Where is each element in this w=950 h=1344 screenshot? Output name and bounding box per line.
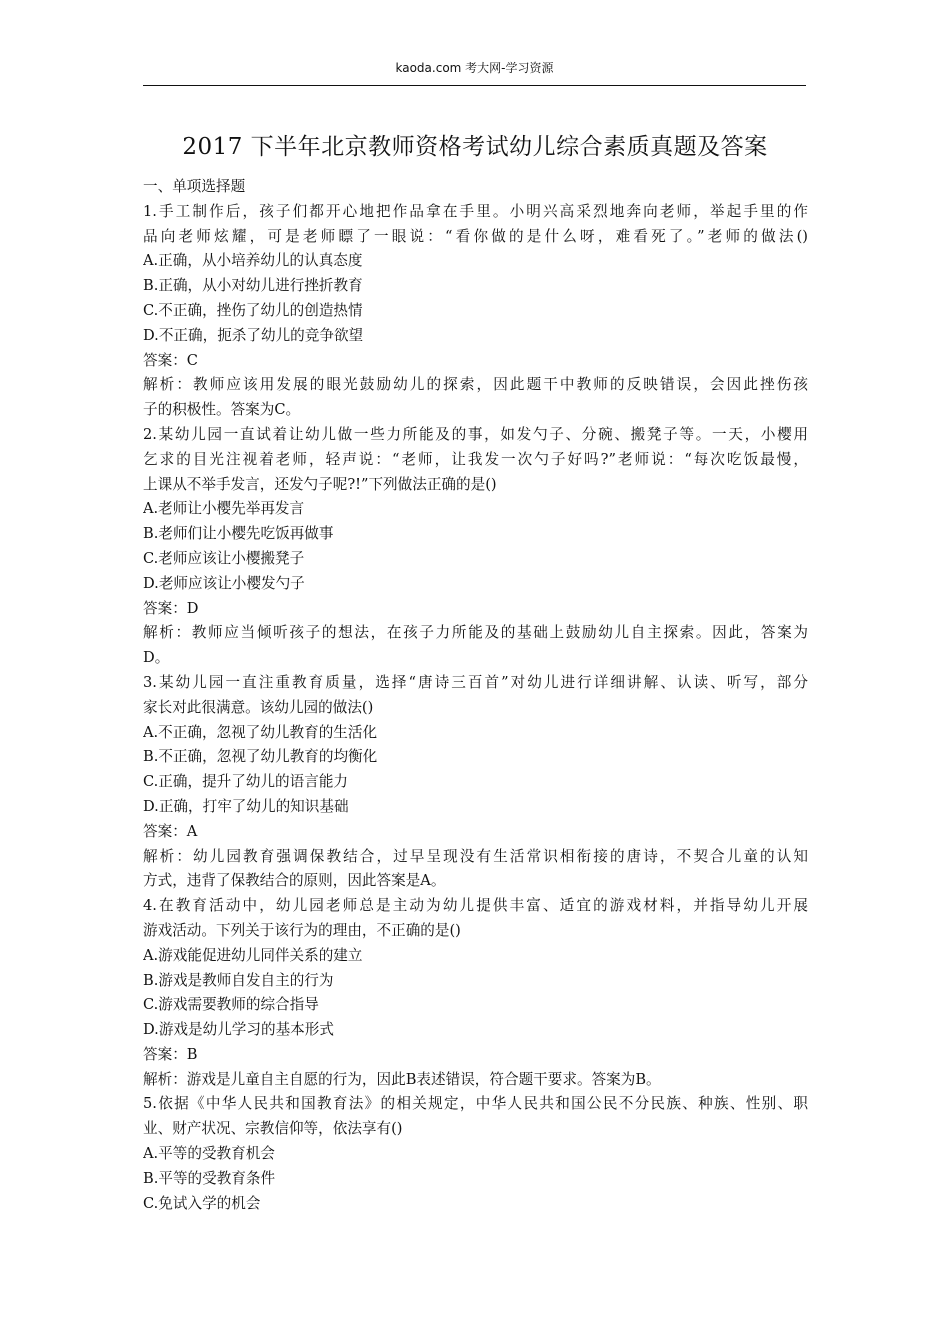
text-line: 答案：A [143, 822, 198, 840]
text-line: 解析：教师应当倾听孩子的想法，在孩子力所能及的基础上鼓励幼儿自主探索。因此，答案为 [143, 624, 808, 642]
text-line: A.不正确，忽视了幼儿教育的生活化 [143, 723, 378, 741]
text-line: 子的积极性。答案为C。 [143, 401, 301, 419]
text-line: C.不正确，挫伤了幼儿的创造热情 [143, 301, 363, 319]
text-line: 答案：C [143, 351, 198, 369]
text-line: D.老师应该让小樱发勺子 [143, 574, 305, 592]
text-line: B.老师们让小樱先吃饭再做事 [143, 525, 334, 543]
text-line: 方式，违背了保教结合的原则，因此答案是A。 [143, 872, 446, 890]
text-line: 答案：B [143, 1045, 198, 1063]
text-line: C.正确，提升了幼儿的语言能力 [143, 773, 349, 791]
text-line: 家长对此很满意。该幼儿园的做法() [143, 698, 374, 716]
text-line: D。 [143, 649, 170, 667]
document-title: 2017 下半年北京教师资格考试幼儿综合素质真题及答案 [182, 134, 768, 160]
text-line: 业、财产状况、宗教信仰等，依法享有() [143, 1120, 403, 1138]
text-line: B.正确，从小对幼儿进行挫折教育 [143, 277, 363, 295]
text-line: 2.某幼儿园一直试着让幼儿做一些力所能及的事，如发勺子、分碗、搬凳子等。一天，小樱用 [143, 425, 808, 443]
header-divider [143, 85, 806, 86]
text-line: A.正确，从小培养幼儿的认真态度 [143, 252, 363, 270]
text-line: D.不正确，扼杀了幼儿的竞争欲望 [143, 326, 364, 344]
text-line: B.不正确，忽视了幼儿教育的均衡化 [143, 748, 378, 766]
text-line: C.老师应该让小樱搬凳子 [143, 549, 305, 567]
text-line: 游戏活动。下列关于该行为的理由，不正确的是() [143, 921, 461, 939]
document-body [143, 175, 808, 1216]
text-line: 一、单项选择题 [143, 178, 246, 195]
text-line: 答案：D [143, 599, 199, 617]
text-line: C.游戏需要教师的综合指导 [143, 996, 319, 1014]
text-line: 品向老师炫耀，可是老师瞟了一眼说：“看你做的是什么呀，难看死了。”老师的做法() [143, 227, 808, 245]
text-line: 上课从不举手发言，还发勺子呢?!”下列做法正确的是() [143, 475, 497, 493]
text-line: 乞求的目光注视着老师，轻声说：“老师，让我发一次勺子好吗?”老师说：“每次吃饭最慢， [143, 450, 808, 468]
text-line: A.老师让小樱先举再发言 [143, 500, 305, 518]
text-line: 5.依据《中华人民共和国教育法》的相关规定，中华人民共和国公民不分民族、种族、性别、职 [143, 1095, 808, 1113]
text-line: B.游戏是教师自发自主的行为 [143, 971, 334, 989]
text-line: A.游戏能促进幼儿同伴关系的建立 [143, 946, 363, 964]
text-line: 4.在教育活动中，幼儿园老师总是主动为幼儿提供丰富、适宜的游戏材料，并指导幼儿开展 [143, 897, 808, 915]
text-line: 解析：游戏是儿童自主自愿的行为，因此B表述错误，符合题干要求。答案为B。 [143, 1070, 661, 1088]
text-line: D.游戏是幼儿学习的基本形式 [143, 1021, 334, 1039]
text-line: 解析：教师应该用发展的眼光鼓励幼儿的探索，因此题干中教师的反映错误，会因此挫伤孩 [143, 376, 808, 394]
site-header: kaoda.com 考大网-学习资源 [395, 61, 554, 75]
text-line: 1.手工制作后，孩子们都开心地把作品拿在手里。小明兴高采烈地奔向老师，举起手里的作 [143, 202, 808, 220]
text-line: 3.某幼儿园一直注重教育质量，选择“唐诗三百首”对幼儿进行详细讲解、认读、听写，部分 [143, 673, 808, 691]
text-line: 解析：幼儿园教育强调保教结合，过早呈现没有生活常识相衔接的唐诗，不契合儿童的认知 [143, 847, 808, 865]
text-line: D.正确，打牢了幼儿的知识基础 [143, 797, 349, 815]
text-line: A.平等的受教育机会 [143, 1145, 275, 1163]
text-line: B.平等的受教育条件 [143, 1169, 276, 1187]
text-line: C.免试入学的机会 [143, 1194, 261, 1212]
